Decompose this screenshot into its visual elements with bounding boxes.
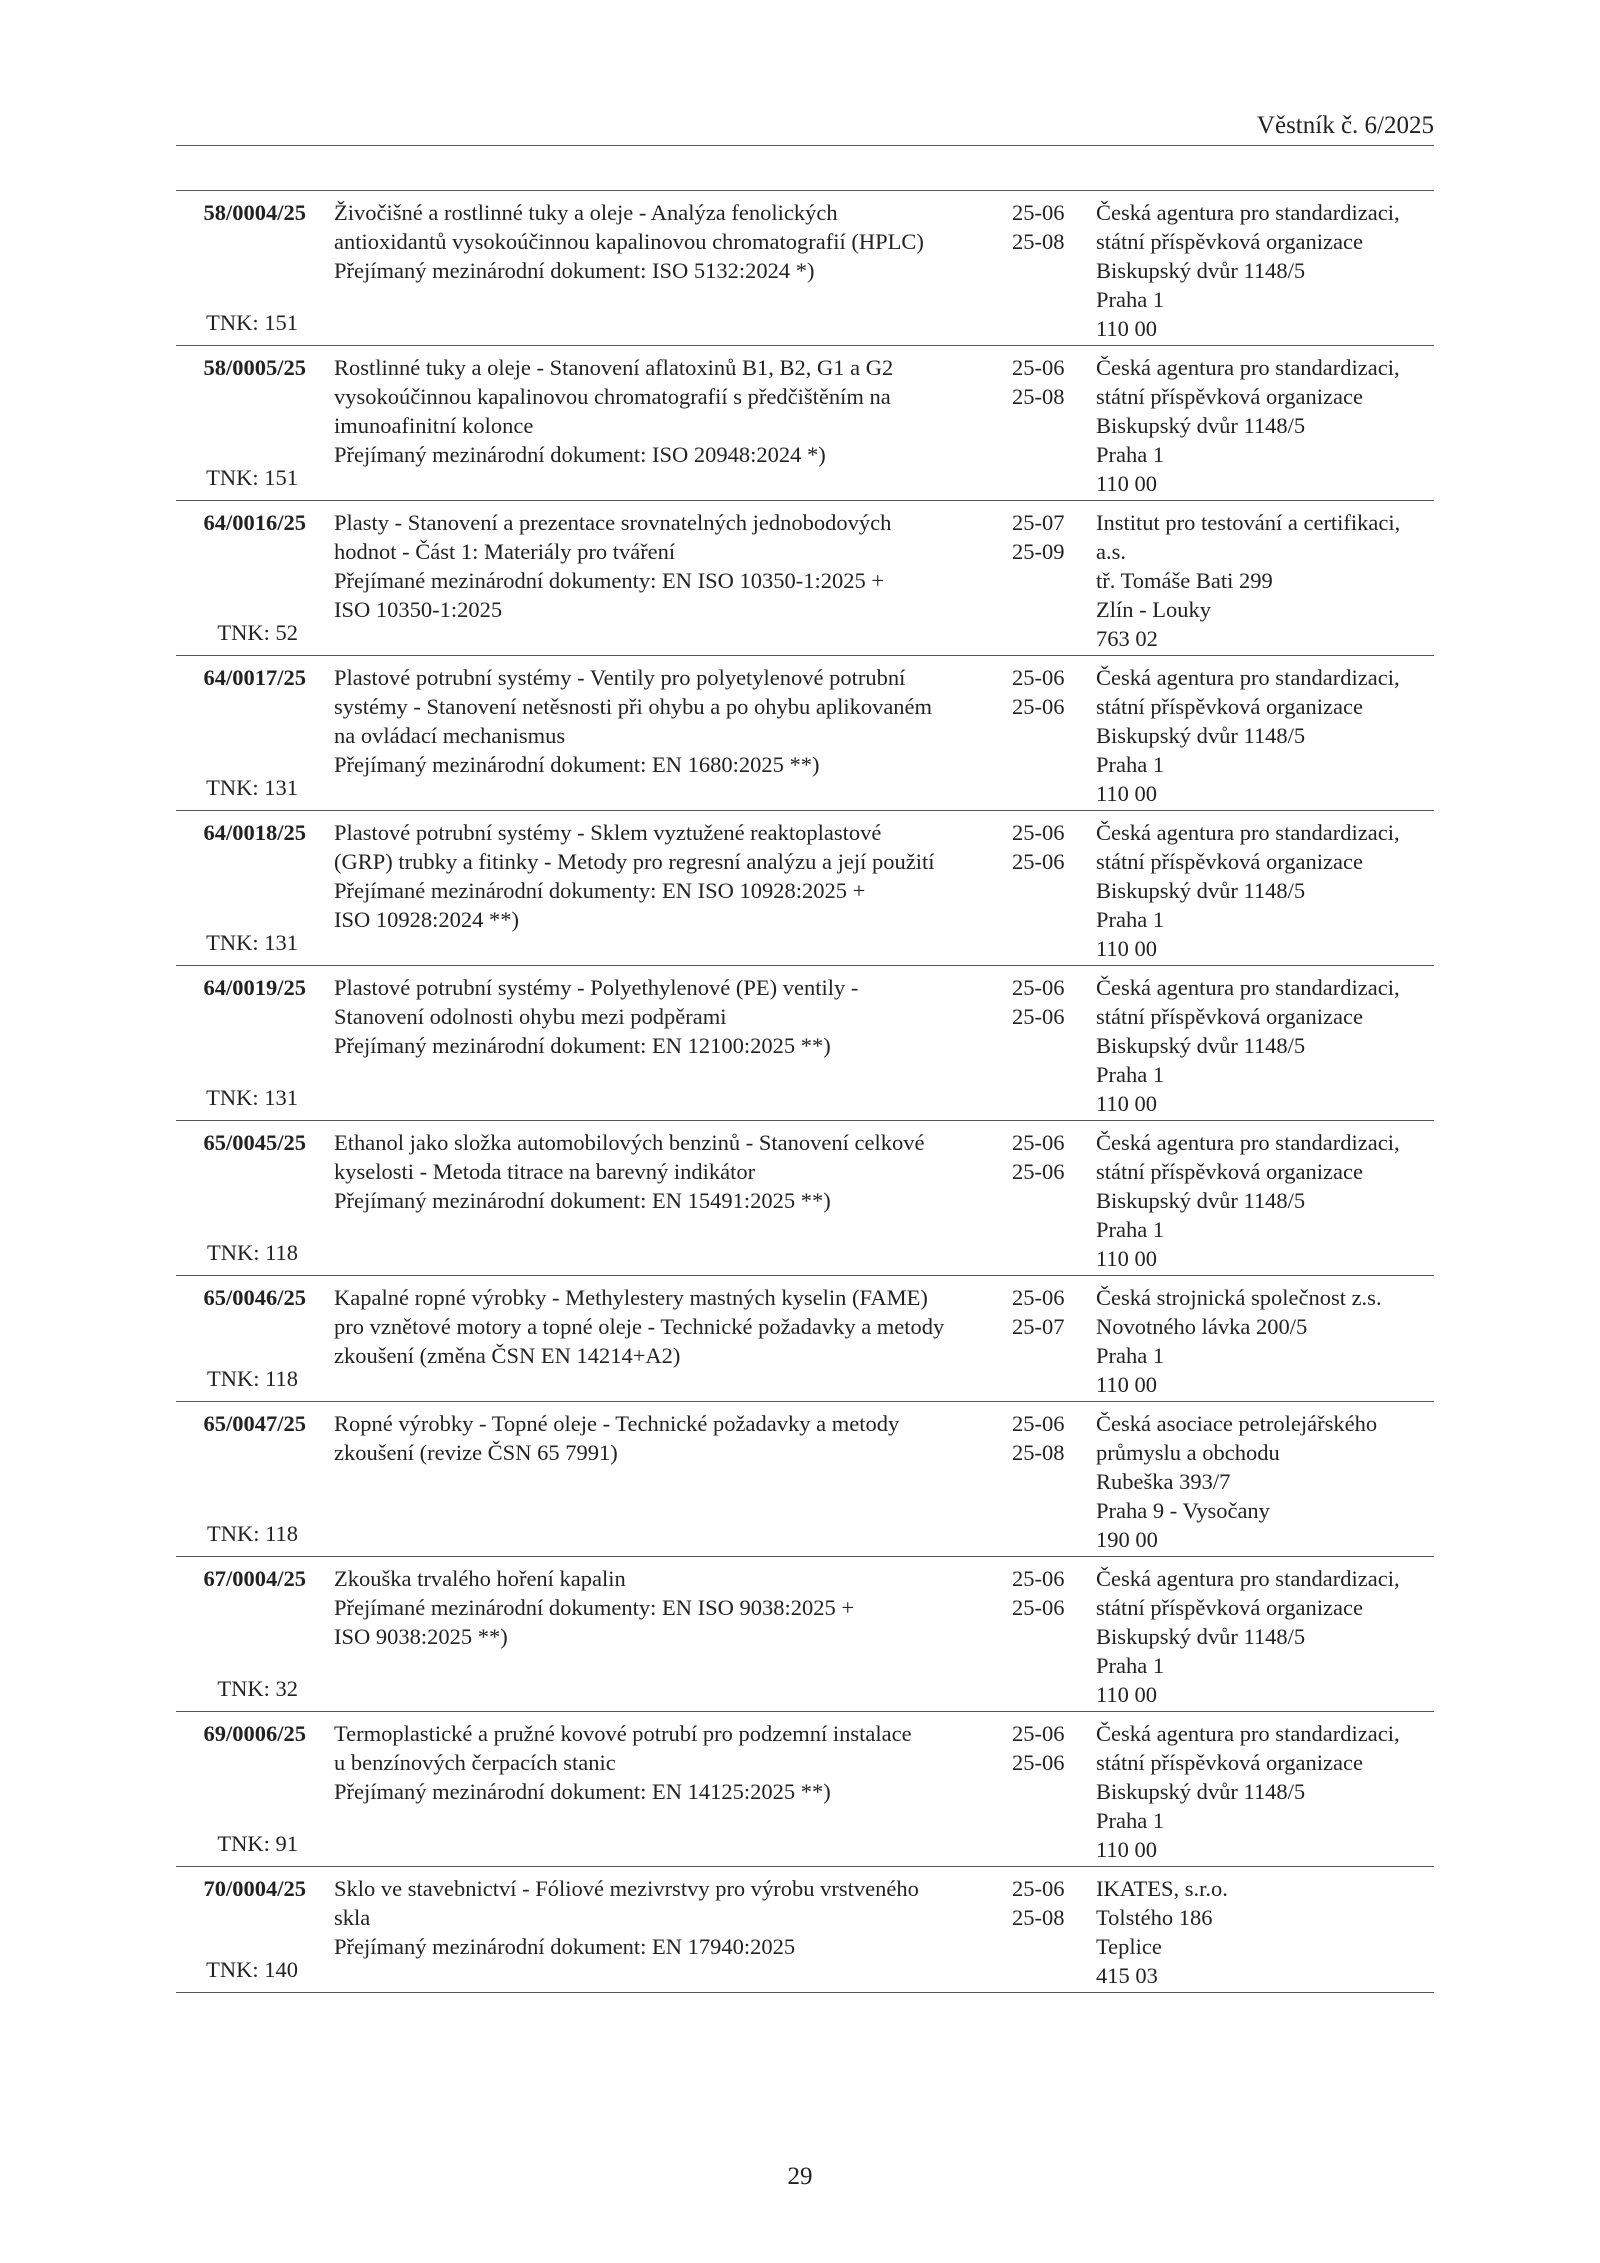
processing-organization (1096, 1719, 1434, 1864)
title-line: Přejímaný mezinárodní dokument: EN 12100:2025 **) (334, 1033, 831, 1058)
org-line: státní příspěvková organizace (1096, 229, 1363, 254)
date-line: 25-08 (1012, 1905, 1065, 1930)
standard-dates (1012, 818, 1082, 876)
org-line: Biskupský dvůr 1148/5 (1096, 1624, 1306, 1649)
date-line: 25-06 (1012, 1159, 1065, 1184)
org-line: Praha 1 (1096, 752, 1165, 777)
date-line: 25-06 (1012, 1566, 1065, 1591)
standard-code: 65/0046/25 (203, 1285, 306, 1310)
tnk-label: TNK: 140 (206, 1957, 298, 1982)
org-line: Praha 1 (1096, 1062, 1165, 1087)
org-line: Biskupský dvůr 1148/5 (1096, 413, 1306, 438)
title-line: Plastové potrubní systémy - Polyethylenové (PE) ventily - (334, 975, 859, 1000)
title-line: antioxidantů vysokoúčinnou kapalinovou chromatografií (HPLC) (334, 229, 924, 254)
org-line: IKATES, s.r.o. (1096, 1876, 1228, 1901)
title-line: vysokoúčinnou kapalinovou chromatografií s předčištěním na (334, 384, 891, 409)
org-line: Novotného lávka 200/5 (1096, 1314, 1308, 1339)
org-line: státní příspěvková organizace (1096, 1004, 1363, 1029)
org-line: 110 00 (1096, 781, 1158, 806)
org-line: státní příspěvková organizace (1096, 849, 1363, 874)
table-row (176, 1867, 1434, 1993)
standard-code: 65/0047/25 (203, 1411, 306, 1436)
date-line: 25-06 (1012, 1411, 1065, 1436)
date-line: 25-06 (1012, 694, 1065, 719)
title-line: zkoušení (změna ČSN EN 14214+A2) (334, 1343, 681, 1368)
date-line: 25-06 (1012, 1595, 1065, 1620)
org-line: 110 00 (1096, 1372, 1158, 1397)
table-row (176, 501, 1434, 656)
date-line: 25-06 (1012, 355, 1065, 380)
tnk-label: TNK: 151 (206, 465, 298, 490)
table-row (176, 191, 1434, 346)
tnk-label: TNK: 131 (206, 775, 298, 800)
org-line: 110 00 (1096, 1091, 1158, 1116)
org-line: Biskupský dvůr 1148/5 (1096, 723, 1306, 748)
date-line: 25-06 (1012, 1004, 1065, 1029)
title-line: Rostlinné tuky a oleje - Stanovení aflatoxinů B1, B2, G1 a G2 (334, 355, 894, 380)
title-line: imunoafinitní kolonce (334, 413, 534, 438)
date-line: 25-06 (1012, 200, 1065, 225)
title-line: Sklo ve stavebnictví - Fóliové mezivrstvy pro výrobu vrstveného (334, 1876, 919, 1901)
processing-organization (1096, 198, 1434, 343)
org-line: průmyslu a obchodu (1096, 1440, 1280, 1465)
table-row (176, 1557, 1434, 1712)
processing-organization (1096, 1874, 1434, 1990)
processing-organization (1096, 1128, 1434, 1273)
standard-code: 64/0019/25 (203, 975, 306, 1000)
title-line: hodnot - Část 1: Materiály pro tváření (334, 539, 676, 564)
standard-dates (1012, 1564, 1082, 1622)
title-line: Přejímaný mezinárodní dokument: ISO 20948:2024 *) (334, 442, 826, 467)
tnk-label: TNK: 118 (206, 1240, 298, 1265)
org-line: Praha 1 (1096, 1808, 1165, 1833)
org-line: Praha 1 (1096, 287, 1165, 312)
standard-dates (1012, 1719, 1082, 1777)
date-line: 25-08 (1012, 384, 1065, 409)
table-row (176, 1402, 1434, 1557)
tnk-label: TNK: 131 (206, 930, 298, 955)
standard-code: 65/0045/25 (203, 1130, 306, 1155)
org-line: Institut pro testování a certifikaci, (1096, 510, 1401, 535)
org-line: Rubeška 393/7 (1096, 1469, 1231, 1494)
tnk-label: TNK: 118 (206, 1366, 298, 1391)
processing-organization (1096, 508, 1434, 653)
standard-dates (1012, 198, 1082, 256)
title-line: Termoplastické a pružné kovové potrubí pro podzemní instalace (334, 1721, 912, 1746)
title-line: Zkouška trvalého hoření kapalin (334, 1566, 626, 1591)
org-line: Česká agentura pro standardizaci, (1096, 355, 1400, 380)
org-line: Česká agentura pro standardizaci, (1096, 1721, 1400, 1746)
tnk-label: TNK: 131 (206, 1085, 298, 1110)
date-line: 25-06 (1012, 1876, 1065, 1901)
table-row (176, 1712, 1434, 1867)
org-line: 763 02 (1096, 626, 1158, 651)
date-line: 25-06 (1012, 849, 1065, 874)
org-line: Biskupský dvůr 1148/5 (1096, 1779, 1306, 1804)
title-line: skla (334, 1905, 371, 1930)
title-line: Plastové potrubní systémy - Sklem vyztužené reaktoplastové (334, 820, 882, 845)
title-line: Přejímané mezinárodní dokumenty: EN ISO 10928:2025 + (334, 878, 866, 903)
title-line: u benzínových čerpacích stanic (334, 1750, 616, 1775)
org-line: Praha 1 (1096, 442, 1165, 467)
org-line: Česká agentura pro standardizaci, (1096, 665, 1400, 690)
title-line: Ropné výrobky - Topné oleje - Technické požadavky a metody (334, 1411, 900, 1436)
title-line: Plasty - Stanovení a prezentace srovnatelných jednobodových (334, 510, 892, 535)
title-line: Živočišné a rostlinné tuky a oleje - Analýza fenolických (334, 200, 838, 225)
org-line: státní příspěvková organizace (1096, 1595, 1363, 1620)
date-line: 25-07 (1012, 510, 1065, 535)
org-line: Česká agentura pro standardizaci, (1096, 1130, 1400, 1155)
title-line: zkoušení (revize ČSN 65 7991) (334, 1440, 618, 1465)
page-header-title: Věstník č. 6/2025 (1256, 112, 1434, 139)
date-line: 25-06 (1012, 1750, 1065, 1775)
org-line: Česká agentura pro standardizaci, (1096, 200, 1400, 225)
org-line: Biskupský dvůr 1148/5 (1096, 1188, 1306, 1213)
org-line: 110 00 (1096, 1682, 1158, 1707)
org-line: Teplice (1096, 1934, 1162, 1959)
table-row (176, 1121, 1434, 1276)
org-line: státní příspěvková organizace (1096, 694, 1363, 719)
org-line: Biskupský dvůr 1148/5 (1096, 258, 1306, 283)
title-line: Přejímaný mezinárodní dokument: EN 14125:2025 **) (334, 1779, 831, 1804)
page-number: 29 (787, 2163, 813, 2190)
title-line: Přejímaný mezinárodní dokument: ISO 5132:2024 *) (334, 258, 815, 283)
org-line: Biskupský dvůr 1148/5 (1096, 1033, 1306, 1058)
processing-organization (1096, 1564, 1434, 1709)
org-line: Česká strojnická společnost z.s. (1096, 1285, 1382, 1310)
org-line: Česká agentura pro standardizaci, (1096, 1566, 1400, 1591)
processing-organization (1096, 973, 1434, 1118)
standard-dates (1012, 508, 1082, 566)
org-line: 415 03 (1096, 1963, 1158, 1988)
standard-code: 58/0004/25 (203, 200, 306, 225)
date-line: 25-07 (1012, 1314, 1065, 1339)
tnk-label: TNK: 52 (217, 620, 298, 645)
standard-code: 69/0006/25 (203, 1721, 306, 1746)
org-line: Česká agentura pro standardizaci, (1096, 820, 1400, 845)
standard-code: 64/0017/25 (203, 665, 306, 690)
title-line: Stanovení odolnosti ohybu mezi podpěrami (334, 1004, 727, 1029)
title-line: ISO 9038:2025 **) (334, 1624, 508, 1649)
standard-dates (1012, 973, 1082, 1031)
standard-dates (1012, 1874, 1082, 1932)
tnk-label: TNK: 32 (217, 1676, 298, 1701)
date-line: 25-06 (1012, 820, 1065, 845)
org-line: Tolstého 186 (1096, 1905, 1213, 1930)
tnk-label: TNK: 151 (206, 310, 298, 335)
title-line: Ethanol jako složka automobilových benzinů - Stanovení celkové (334, 1130, 925, 1155)
standard-code: 64/0018/25 (203, 820, 306, 845)
table-row (176, 346, 1434, 501)
date-line: 25-06 (1012, 1285, 1065, 1310)
standard-code: 64/0016/25 (203, 510, 306, 535)
standard-dates (1012, 353, 1082, 411)
processing-organization (1096, 663, 1434, 808)
processing-organization (1096, 353, 1434, 498)
table-row (176, 1276, 1434, 1402)
standard-dates (1012, 663, 1082, 721)
org-line: 110 00 (1096, 1837, 1158, 1862)
org-line: 110 00 (1096, 471, 1158, 496)
org-line: státní příspěvková organizace (1096, 1750, 1363, 1775)
org-line: Biskupský dvůr 1148/5 (1096, 878, 1306, 903)
org-line: státní příspěvková organizace (1096, 384, 1363, 409)
title-line: Přejímané mezinárodní dokumenty: EN ISO 9038:2025 + (334, 1595, 855, 1620)
org-line: Česká asociace petrolejářského (1096, 1411, 1378, 1436)
processing-organization (1096, 1409, 1434, 1554)
standard-code: 67/0004/25 (203, 1566, 306, 1591)
table-row (176, 656, 1434, 811)
title-line: Přejímaný mezinárodní dokument: EN 17940:2025 (334, 1934, 796, 1959)
date-line: 25-08 (1012, 1440, 1065, 1465)
standards-table (176, 190, 1434, 1993)
standard-code: 70/0004/25 (203, 1876, 306, 1901)
org-line: a.s. (1096, 539, 1126, 564)
standard-dates (1012, 1283, 1082, 1341)
processing-organization (1096, 1283, 1434, 1399)
date-line: 25-09 (1012, 539, 1065, 564)
org-line: Praha 1 (1096, 1343, 1165, 1368)
title-line: ISO 10350-1:2025 (334, 597, 503, 622)
processing-organization (1096, 818, 1434, 963)
org-line: 110 00 (1096, 936, 1158, 961)
org-line: 110 00 (1096, 316, 1158, 341)
title-line: na ovládací mechanismus (334, 723, 566, 748)
date-line: 25-06 (1012, 1130, 1065, 1155)
org-line: 110 00 (1096, 1246, 1158, 1271)
title-line: Přejímané mezinárodní dokumenty: EN ISO 10350-1:2025 + (334, 568, 885, 593)
tnk-label: TNK: 91 (217, 1831, 298, 1856)
title-line: pro vznětové motory a topné oleje - Technické požadavky a metody (334, 1314, 945, 1339)
date-line: 25-06 (1012, 1721, 1065, 1746)
title-line: systémy - Stanovení netěsnosti při ohybu a po ohybu aplikovaném (334, 694, 933, 719)
title-line: (GRP) trubky a fitinky - Metody pro regresní analýzu a její použití (334, 849, 935, 874)
org-line: Praha 1 (1096, 1217, 1165, 1242)
org-line: Zlín - Louky (1096, 597, 1211, 622)
org-line: státní příspěvková organizace (1096, 1159, 1363, 1184)
tnk-label: TNK: 118 (206, 1521, 298, 1546)
table-row (176, 966, 1434, 1121)
org-line: tř. Tomáše Bati 299 (1096, 568, 1273, 593)
org-line: Česká agentura pro standardizaci, (1096, 975, 1400, 1000)
title-line: Kapalné ropné výrobky - Methylestery mastných kyselin (FAME) (334, 1285, 928, 1310)
title-line: Přejímaný mezinárodní dokument: EN 1680:2025 **) (334, 752, 820, 777)
org-line: Praha 1 (1096, 1653, 1165, 1678)
org-line: Praha 1 (1096, 907, 1165, 932)
date-line: 25-06 (1012, 975, 1065, 1000)
standard-dates (1012, 1409, 1082, 1467)
title-line: ISO 10928:2024 **) (334, 907, 519, 932)
date-line: 25-06 (1012, 665, 1065, 690)
title-line: Přejímaný mezinárodní dokument: EN 15491:2025 **) (334, 1188, 831, 1213)
title-line: Plastové potrubní systémy - Ventily pro polyetylenové potrubní (334, 665, 906, 690)
standard-dates (1012, 1128, 1082, 1186)
standard-code: 58/0005/25 (203, 355, 306, 380)
table-row (176, 811, 1434, 966)
date-line: 25-08 (1012, 229, 1065, 254)
header-rule (176, 145, 1434, 146)
org-line: Praha 9 - Vysočany (1096, 1498, 1270, 1523)
title-line: kyselosti - Metoda titrace na barevný indikátor (334, 1159, 756, 1184)
org-line: 190 00 (1096, 1527, 1158, 1552)
